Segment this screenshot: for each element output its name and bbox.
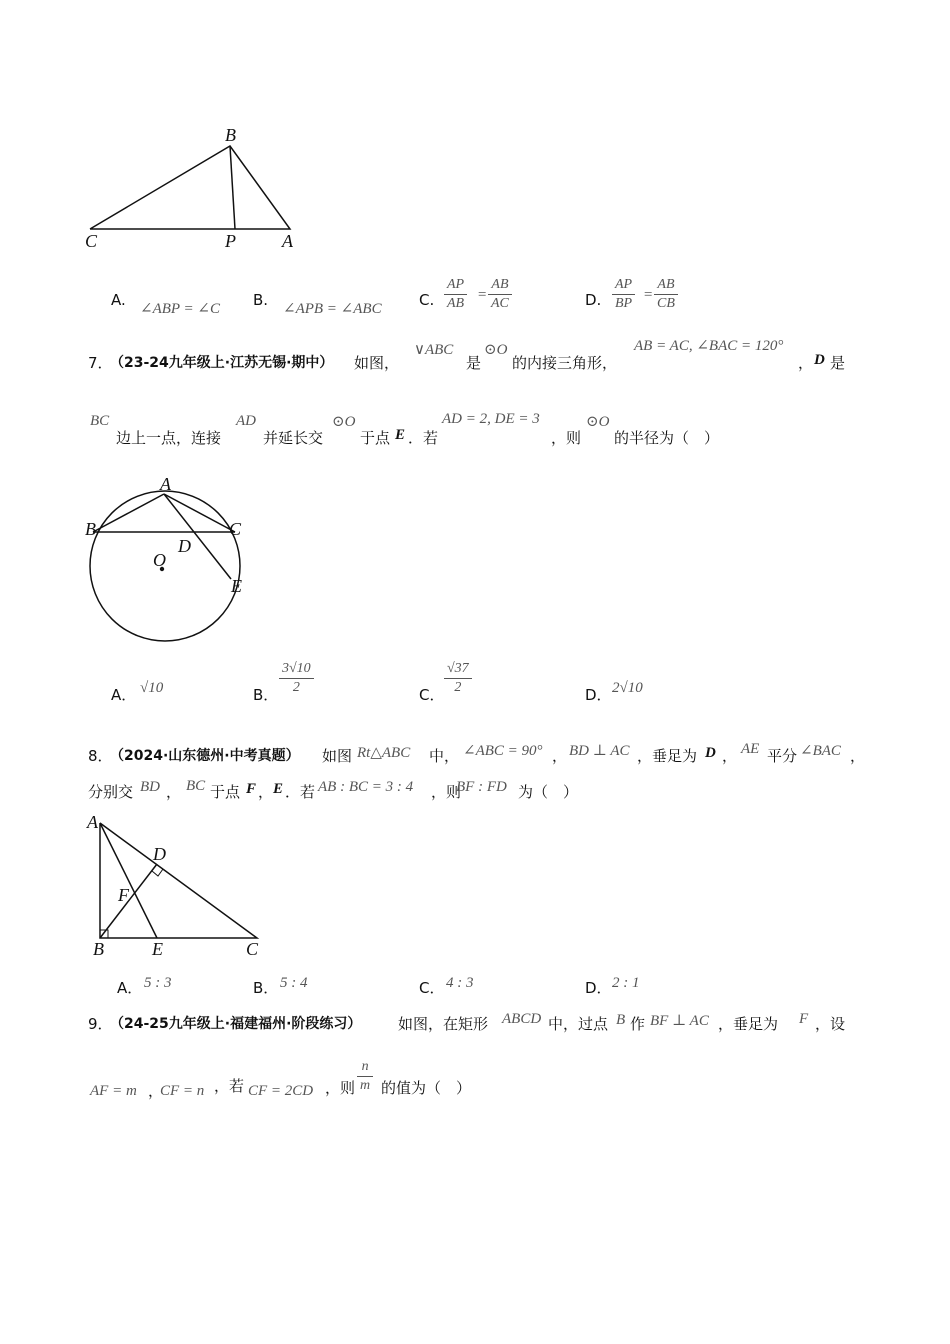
q8-l2-t5: ， — [258, 783, 274, 801]
q9-fraction-den: m — [360, 1078, 371, 1093]
q7-source: （23-24九年级上·江苏无锡·期中） — [110, 355, 334, 371]
q7-option-b-num: 3√10 — [279, 660, 314, 679]
q8-l1-m1: Rt△ABC — [357, 745, 411, 761]
q7-label-c: C — [229, 519, 242, 539]
q7-l1-t2: 是 — [466, 354, 482, 372]
q6-option-a-text: ∠ABP = ∠C — [140, 301, 220, 317]
q8-label-b: B — [93, 939, 104, 959]
q6-label-a: A — [282, 231, 293, 251]
q9-l1-t3: 作 — [630, 1015, 646, 1033]
q9-l2-m2: CF = n — [160, 1083, 205, 1099]
q7-l2-m2: AD — [236, 413, 256, 429]
q7-l2-t6: ，则 — [551, 429, 582, 447]
q7-label-b: B — [85, 519, 96, 539]
q7-number: 7． — [88, 354, 113, 372]
q7-label-a: A — [160, 474, 171, 494]
q6-option-d-frac1-den: BP — [615, 296, 633, 311]
q8-l1-t2: 中， — [429, 747, 460, 765]
q7-option-c-den: 2 — [454, 680, 462, 695]
q9-l1-t5: ，设 — [815, 1015, 846, 1033]
q7-l2-t2: 并延长交 — [263, 429, 324, 447]
q8-label-f: F — [118, 885, 129, 905]
q8-option-c-key[interactable]: C． — [419, 979, 445, 997]
q8-l2-m3: AB : BC = 3 : 4 — [318, 779, 414, 795]
q6-option-d-eq: = — [643, 287, 654, 303]
q8-l1-m4: AE — [741, 741, 760, 757]
q8-l2-t3: 于点 — [210, 783, 241, 801]
q6-triangle-figure — [80, 120, 320, 260]
q7-l2-m5: ⊙O — [586, 414, 610, 430]
q9-l2-m1: AF = m — [90, 1083, 137, 1099]
q7-l2-t1: 边上一点，连接 — [116, 429, 222, 447]
q9-l1-m4: F — [799, 1011, 809, 1027]
q8-l2-t6: E — [273, 781, 284, 797]
q7-l2-t5: ．若 — [408, 429, 439, 447]
q8-l2-t2: ， — [166, 783, 182, 801]
q8-l1-m2: ∠ABC = 90° — [463, 743, 543, 759]
q6-option-c-frac2-num: AB — [488, 276, 512, 295]
q8-l1-t1: 如图 — [322, 747, 353, 765]
q7-option-c-num: √37 — [444, 660, 472, 679]
q9-l1-m1: ABCD — [502, 1011, 542, 1027]
q8-source: （2024·山东德州·中考真题） — [110, 748, 300, 764]
q8-l1-t7: 平分 — [767, 747, 798, 765]
q8-l2-t8: ，则 — [431, 783, 462, 801]
q8-option-a-key[interactable]: A． — [117, 979, 143, 997]
q8-option-b-text: 5 : 4 — [280, 975, 308, 991]
q7-option-a-text: √10 — [140, 680, 164, 696]
q6-option-a-key[interactable]: A. — [111, 291, 126, 309]
q8-option-c-text: 4 : 3 — [446, 975, 474, 991]
q6-label-b: B — [225, 125, 236, 145]
q8-option-d-key[interactable]: D． — [585, 979, 612, 997]
q7-l2-m3: ⊙O — [332, 414, 356, 430]
q7-option-c-key[interactable]: C． — [419, 686, 445, 704]
q8-l2-t7: ．若 — [285, 783, 316, 801]
q7-l1-t1: 如图， — [354, 354, 400, 372]
q6-option-c-frac1-num: AP — [444, 276, 467, 295]
q8-l1-t8: ， — [850, 747, 866, 765]
q8-label-c: C — [246, 939, 259, 959]
q9-fraction-num: n — [357, 1058, 373, 1077]
q7-l2-t3: 于点 — [360, 429, 391, 447]
q7-option-a-key[interactable]: A． — [111, 686, 137, 704]
q9-l2-t3: ，则 — [325, 1079, 356, 1097]
q9-l2-t1: ， — [148, 1082, 164, 1100]
q7-circle-figure — [80, 470, 270, 650]
q9-fraction — [357, 1058, 373, 1095]
q6-option-d-frac1-num: AP — [612, 276, 635, 295]
q7-l1-m3: AB = AC, ∠BAC = 120° — [634, 338, 784, 354]
q8-option-d-text: 2 : 1 — [612, 975, 640, 991]
q8-label-e: E — [152, 939, 163, 959]
q8-l1-m3: BD ⊥ AC — [569, 743, 630, 759]
q9-l2-t2: ，若 — [214, 1077, 245, 1095]
q6-option-c-key[interactable]: C. — [419, 291, 435, 309]
q9-l1-t2: 中，过点 — [548, 1015, 609, 1033]
q6-option-c-frac1 — [444, 276, 467, 313]
q8-l2-t9: 为（ ） — [518, 783, 579, 801]
q7-option-d-text: 2√10 — [612, 680, 643, 696]
q6-option-b-key[interactable]: B. — [253, 291, 269, 309]
q6-option-c-frac1-den: AB — [447, 296, 465, 311]
q8-l2-m4: BF : FD — [456, 779, 507, 795]
q8-label-a: A — [87, 812, 98, 832]
q7-option-b-den: 2 — [292, 680, 300, 695]
q7-l2-t7: 的半径为（ ） — [614, 429, 720, 447]
q7-option-c-frac — [444, 660, 472, 697]
q7-label-d: D — [178, 536, 191, 556]
q6-option-c-frac2-den: AC — [491, 296, 509, 311]
q6-option-c-frac2 — [488, 276, 512, 313]
q7-l1-t5: D — [814, 352, 825, 368]
q7-option-d-key[interactable]: D． — [585, 686, 612, 704]
q7-l1-t4: ， — [798, 354, 814, 372]
q9-l2-m3: CF = 2CD — [248, 1083, 314, 1099]
q6-option-d-frac2-den: CB — [657, 296, 675, 311]
q7-l2-m4: AD = 2, DE = 3 — [442, 411, 540, 427]
q8-l2-m1: BD — [140, 779, 160, 795]
q7-l2-m1: BC — [90, 413, 110, 429]
q7-option-b-frac — [279, 660, 314, 697]
q6-label-p: P — [225, 231, 236, 251]
q8-l1-t6: ， — [722, 747, 738, 765]
q6-option-c-eq: = — [477, 287, 488, 303]
q6-option-d-frac2-num: AB — [654, 276, 678, 295]
q7-option-b-key[interactable]: B． — [253, 686, 279, 704]
q8-label-d: D — [153, 844, 166, 864]
q6-option-d-key[interactable]: D. — [585, 291, 602, 309]
q8-l1-t4: ，垂足为 — [637, 747, 698, 765]
q8-number: 8． — [88, 747, 113, 765]
q6-option-d-frac1 — [612, 276, 635, 313]
q9-l1-m3: BF ⊥ AC — [650, 1013, 709, 1029]
q7-l1-m1: ∨ABC — [414, 342, 454, 358]
q7-label-o: O — [153, 550, 166, 570]
q8-option-b-key[interactable]: B． — [253, 979, 279, 997]
q9-number: 9． — [88, 1015, 113, 1033]
q8-l1-t3: ， — [552, 747, 568, 765]
q7-l1-m2: ⊙O — [484, 342, 508, 358]
q8-option-a-text: 5 : 3 — [144, 975, 172, 991]
q8-l2-m2: BC — [186, 778, 206, 794]
q9-l2-t4: 的值为（ ） — [381, 1079, 472, 1097]
q6-label-c: C — [85, 231, 98, 251]
q7-l2-t4: E — [395, 427, 406, 443]
q6-option-b-text: ∠APB = ∠ABC — [283, 301, 382, 317]
q7-label-e: E — [231, 576, 242, 596]
q8-l2-t4: F — [246, 781, 257, 797]
q7-l1-t3: 的内接三角形， — [512, 354, 618, 372]
q8-l2-t1: 分别交 — [88, 783, 134, 801]
q9-source: （24-25九年级上·福建福州·阶段练习） — [110, 1016, 362, 1032]
q8-l1-m5: ∠BAC — [800, 743, 841, 759]
q8-triangle-figure — [82, 810, 272, 960]
q6-option-d-frac2 — [654, 276, 678, 313]
q9-l1-t1: 如图，在矩形 — [398, 1015, 489, 1033]
q7-l1-t6: 是 — [830, 354, 846, 372]
q8-l1-t5: D — [705, 745, 716, 761]
q9-l1-m2: B — [616, 1012, 626, 1028]
q9-l1-t4: ，垂足为 — [718, 1015, 779, 1033]
